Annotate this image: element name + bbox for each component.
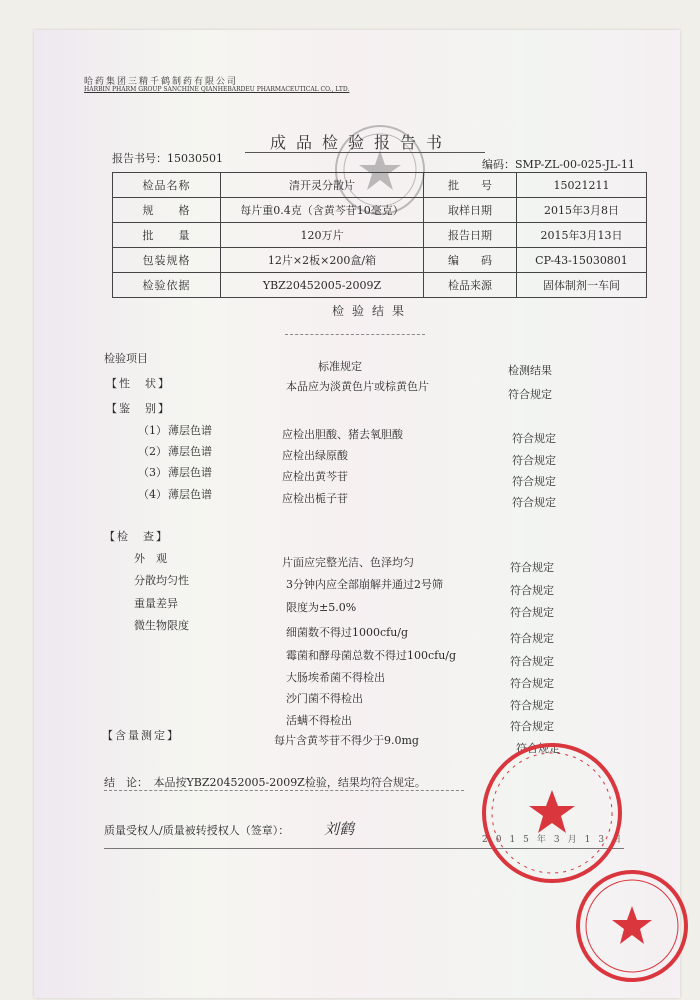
result-text: 符合规定 <box>516 742 560 755</box>
result-text: 符合规定 <box>510 655 554 668</box>
result-text: 符合规定 <box>512 454 556 467</box>
info-value: 清开灵分散片 <box>221 173 424 198</box>
document-code: 编码：SMP-ZL-00-025-JL-11 <box>482 158 635 171</box>
result-text: 符合规定 <box>510 561 554 574</box>
result-text: 符合规定 <box>510 699 554 712</box>
handwritten-signature: 刘鹤 <box>324 820 355 838</box>
table-row <box>113 248 647 273</box>
report-number: 报告书号：15030501 <box>112 152 223 165</box>
table-row <box>113 198 647 223</box>
section-heading-results: 检验结果 <box>332 304 413 318</box>
group-label-assay: 【含量测定】 <box>102 729 180 742</box>
info-value: YBZ20452005-2009Z <box>221 273 424 298</box>
info-value: 120万片 <box>221 223 424 248</box>
item-number: （4） <box>138 488 167 501</box>
info-label: 规 格 <box>113 198 221 223</box>
result-text: 符合规定 <box>510 606 554 619</box>
table-row <box>113 173 647 198</box>
document-title: 成品检验报告书 <box>270 133 453 152</box>
info-value: CP-43-15030801 <box>517 248 647 273</box>
result-text: 符合规定 <box>510 720 554 733</box>
info-label: 检品名称 <box>113 173 221 198</box>
info-value: 15021211 <box>517 173 647 198</box>
standard-text: 霉菌和酵母菌总数不得过100cfu/g <box>286 649 457 662</box>
info-label: 检验依据 <box>113 273 221 298</box>
company-name-en: HARBIN PHARM GROUP SANCHINE QIANHEBARDEU PHARMACEUTICAL CO., LTD. <box>84 86 350 93</box>
item-name: 薄层色谱 <box>168 488 212 501</box>
info-value: 12片×2板×200盒/箱 <box>221 248 424 273</box>
company-name-cn: 哈药集团三精千鹤制药有限公司 <box>84 77 239 87</box>
standard-text: 应检出胆酸、猪去氧胆酸 <box>282 428 403 441</box>
result-text: 符合规定 <box>510 584 554 597</box>
signature-label: 质量受权人/质量被转授权人（签章）： <box>104 824 290 837</box>
item-name: 外 观 <box>134 552 167 565</box>
conclusion-text: 结 论： 本品按YBZ20452005-2009Z检验，结果均符合规定。 <box>104 776 426 789</box>
group-label-appearance: 【性 状】 <box>106 377 171 390</box>
info-label: 批 号 <box>424 173 517 198</box>
table-row <box>113 273 647 298</box>
info-label: 编 码 <box>424 248 517 273</box>
result-text: 符合规定 <box>508 388 552 401</box>
quality-seal-icon <box>572 866 692 986</box>
item-name: 微生物限度 <box>134 619 189 632</box>
standard-text: 片面应完整光洁、色泽均匀 <box>282 556 414 569</box>
standard-text: 应检出栀子苷 <box>282 492 348 505</box>
col-header-result: 检测结果 <box>508 364 552 377</box>
standard-text: 应检出绿原酸 <box>282 449 348 462</box>
info-value: 每片重0.4克（含黄芩苷10毫克） <box>221 198 424 223</box>
standard-text: 每片含黄芩苷不得少于9.0mg <box>274 734 419 747</box>
result-text: 符合规定 <box>512 496 556 509</box>
group-label-identification: 【鉴 别】 <box>106 402 171 415</box>
item-number: （1） <box>138 424 167 437</box>
info-label: 包装规格 <box>113 248 221 273</box>
table-row <box>113 223 647 248</box>
standard-text: 本品应为淡黄色片或棕黄色片 <box>286 380 429 393</box>
item-name: 重量差异 <box>134 597 178 610</box>
item-number: （2） <box>138 445 167 458</box>
signature-date: 2015年3月13日 <box>482 835 630 845</box>
standard-text: 细菌数不得过1000cfu/g <box>286 626 409 639</box>
item-name: 薄层色谱 <box>168 445 212 458</box>
info-label: 检品来源 <box>424 273 517 298</box>
standard-text: 应检出黄芩苷 <box>282 470 348 483</box>
standard-text: 沙门菌不得检出 <box>286 692 363 705</box>
info-value: 2015年3月13日 <box>517 223 647 248</box>
item-name: 薄层色谱 <box>168 424 212 437</box>
result-text: 符合规定 <box>512 432 556 445</box>
result-text: 符合规定 <box>510 632 554 645</box>
standard-text: 活螨不得检出 <box>286 714 352 727</box>
product-info-table <box>112 172 647 298</box>
item-name: 分散均匀性 <box>134 574 189 587</box>
divider <box>285 334 425 335</box>
info-value: 固体制剂一车间 <box>517 273 647 298</box>
item-name: 薄层色谱 <box>168 466 212 479</box>
standard-text: 3分钟内应全部崩解并通过2号筛 <box>286 578 443 591</box>
group-label-inspection: 【检 查】 <box>104 530 169 543</box>
col-header-item: 检验项目 <box>104 352 148 365</box>
item-number: （3） <box>138 466 167 479</box>
result-text: 符合规定 <box>512 475 556 488</box>
info-label: 取样日期 <box>424 198 517 223</box>
result-text: 符合规定 <box>510 677 554 690</box>
col-header-standard: 标准规定 <box>318 360 362 373</box>
info-label: 报告日期 <box>424 223 517 248</box>
standard-text: 大肠埃希菌不得检出 <box>286 671 385 684</box>
info-label: 批 量 <box>113 223 221 248</box>
divider <box>104 790 464 791</box>
info-value: 2015年3月8日 <box>517 198 647 223</box>
title-underline <box>245 152 485 153</box>
standard-text: 限度为±5.0% <box>286 601 357 614</box>
